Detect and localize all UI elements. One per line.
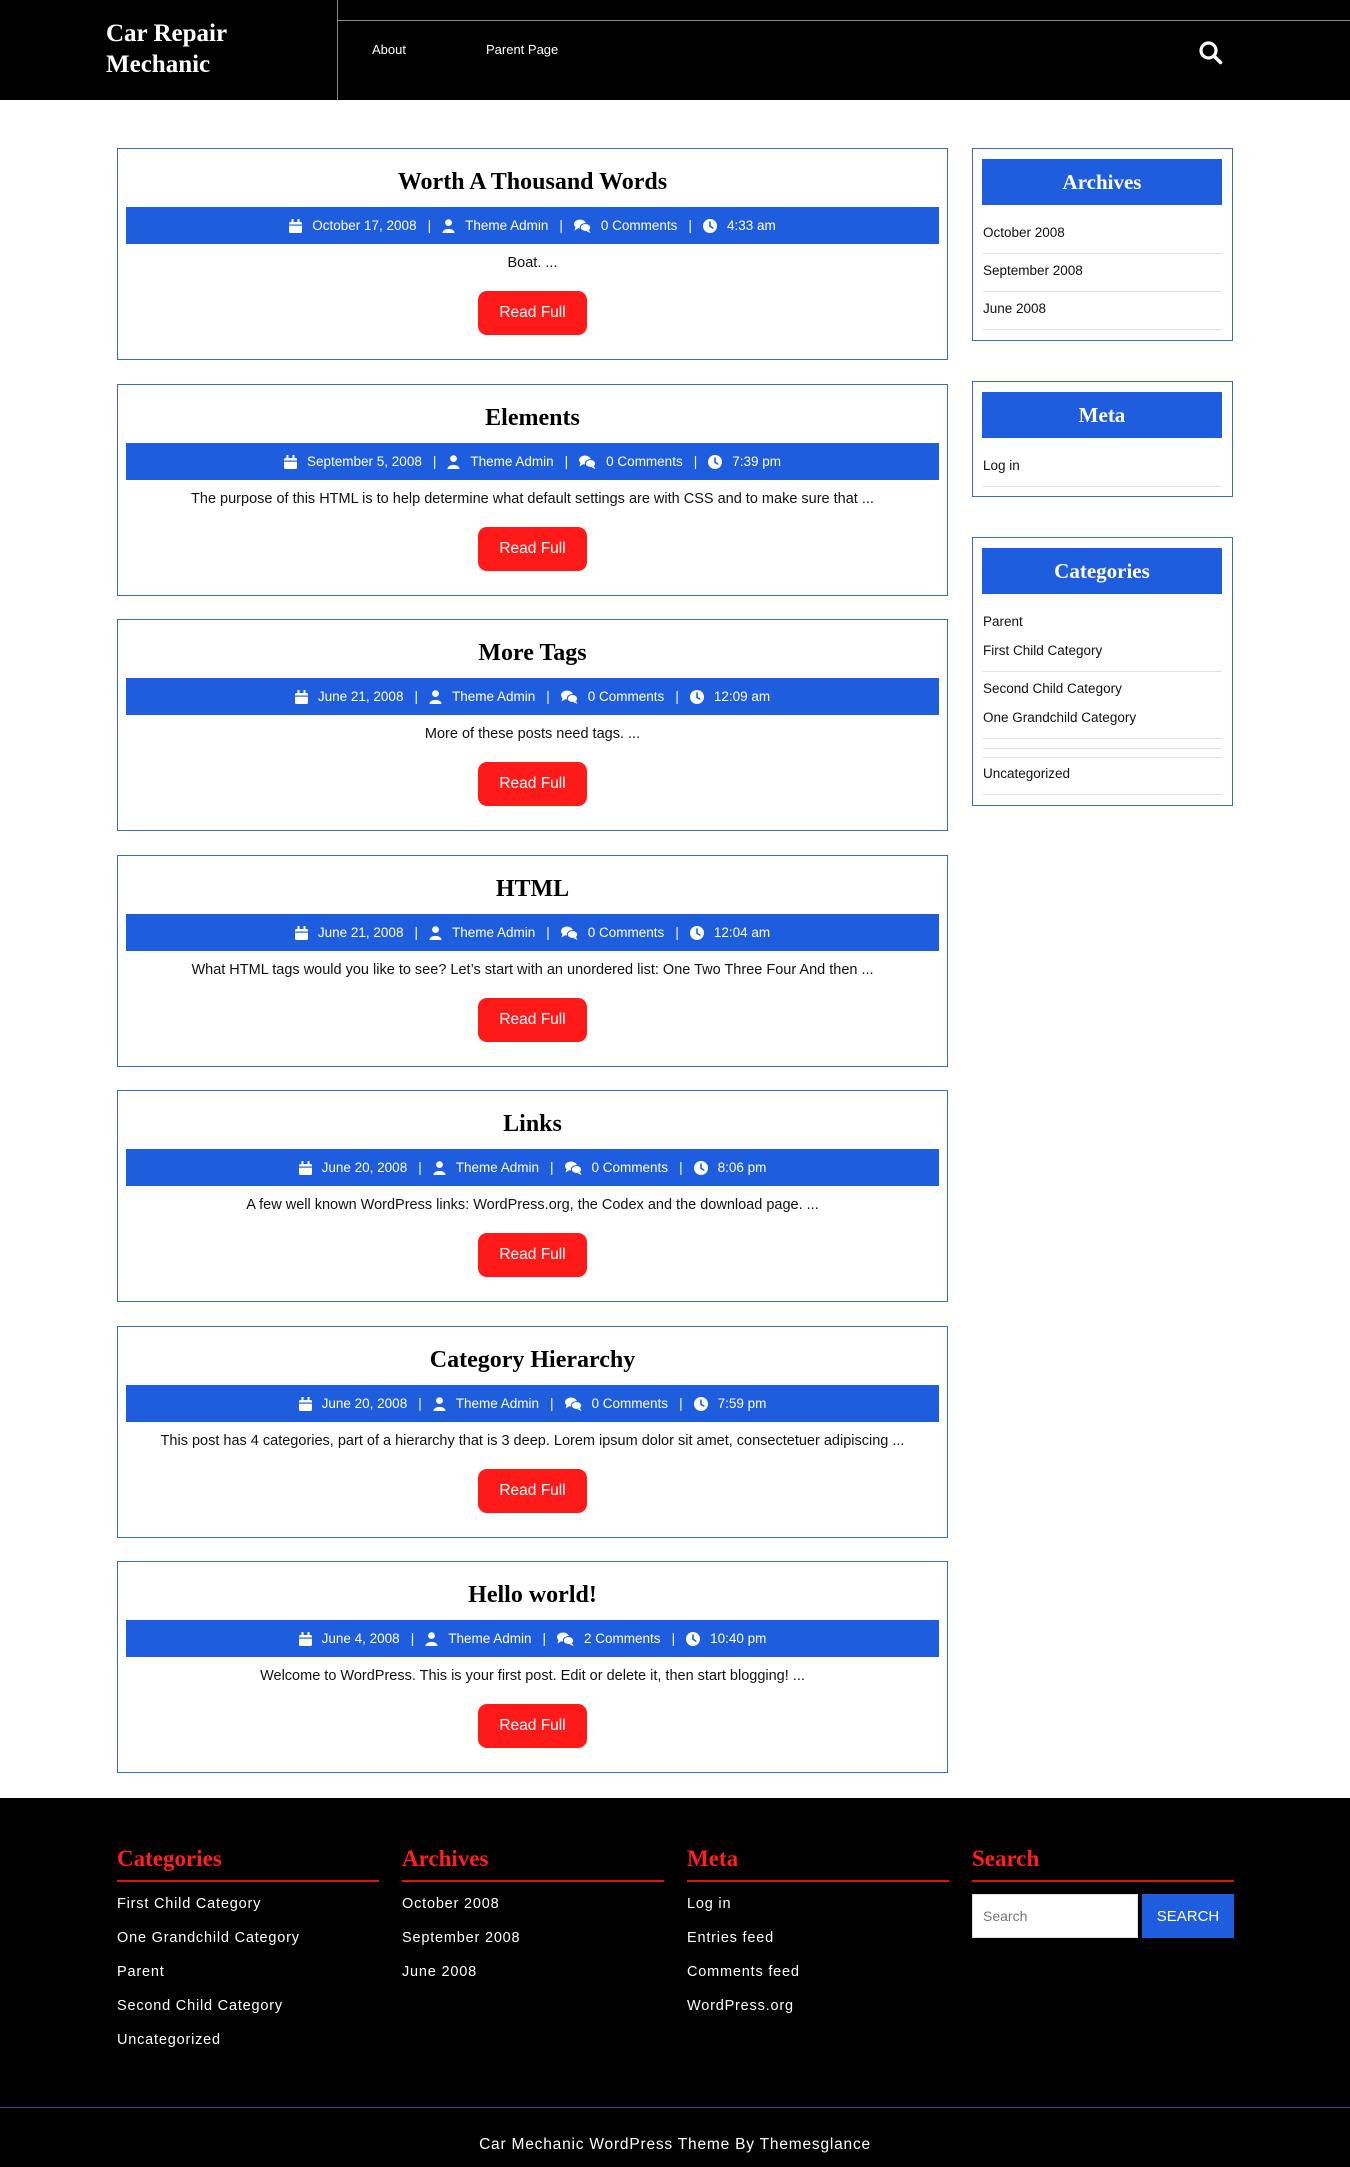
post-author[interactable]: Theme Admin — [425, 1631, 531, 1646]
post-author[interactable]: Theme Admin — [429, 925, 535, 940]
post-date[interactable]: June 20, 2008 — [299, 1160, 408, 1175]
meta-separator: | — [418, 1160, 422, 1175]
post-card — [117, 148, 948, 360]
post-card — [117, 855, 948, 1067]
post-time: 10:40 pm — [686, 1631, 766, 1646]
read-full-button[interactable]: Read Full — [478, 998, 587, 1042]
calendar-icon — [299, 1161, 312, 1175]
copyright-text[interactable]: Car Mechanic WordPress Theme By Themesglance — [479, 2136, 871, 2153]
post-date[interactable]: June 21, 2008 — [295, 925, 404, 940]
post-title[interactable]: HTML — [495, 876, 570, 902]
post-card — [117, 384, 948, 596]
post-comments[interactable]: 2 Comments — [557, 1631, 661, 1646]
footer-divider — [0, 2107, 1350, 2108]
post-date[interactable]: June 20, 2008 — [299, 1396, 408, 1411]
divider — [983, 291, 1222, 292]
user-icon — [433, 1161, 446, 1175]
post-time: 4:33 am — [703, 218, 776, 233]
category-link[interactable]: One Grandchild Category — [983, 710, 1137, 725]
calendar-icon — [299, 1397, 312, 1411]
calendar-icon — [289, 219, 302, 233]
post-date[interactable]: June 21, 2008 — [295, 689, 404, 704]
categories-widget — [972, 537, 1233, 806]
footer-link[interactable]: Parent — [117, 1964, 165, 1980]
meta-widget — [972, 381, 1233, 497]
meta-separator: | — [546, 689, 550, 704]
main-nav — [372, 42, 638, 57]
meta-separator: | — [671, 1631, 676, 1646]
post-title[interactable]: Elements — [485, 405, 580, 431]
widget-title: Categories — [982, 548, 1222, 594]
post-comments[interactable]: 0 Comments — [565, 1396, 669, 1411]
nav-item-about[interactable]: About — [372, 42, 406, 57]
post-author[interactable]: Theme Admin — [447, 454, 553, 469]
post-comments[interactable]: 0 Comments — [579, 454, 683, 469]
read-full-button[interactable]: Read Full — [478, 1704, 587, 1748]
footer-meta — [687, 1846, 949, 2015]
header-divider — [338, 20, 1350, 21]
post-excerpt: Welcome to WordPress. This is your first post. Edit or delete it, then start blogging! ... — [260, 1668, 805, 1684]
meta-separator: | — [414, 925, 418, 940]
post-time: 12:04 am — [690, 925, 770, 940]
meta-separator: | — [418, 1396, 422, 1411]
user-icon — [447, 455, 460, 469]
post-comments[interactable]: 0 Comments — [565, 1160, 669, 1175]
post-card — [117, 1326, 948, 1538]
site-title[interactable]: Car Repair Mechanic — [106, 20, 227, 78]
meta-separator: | — [410, 1631, 415, 1646]
archive-link[interactable]: September 2008 — [983, 263, 1083, 278]
comments-icon — [565, 1397, 582, 1411]
meta-separator: | — [432, 454, 437, 469]
post-date[interactable]: June 4, 2008 — [299, 1631, 400, 1646]
post-comments[interactable]: 0 Comments — [561, 689, 665, 704]
divider — [983, 738, 1222, 739]
post-comments[interactable]: 0 Comments — [574, 218, 678, 233]
post-excerpt: This post has 4 categories, part of a hierarchy that is 3 deep. Lorem ipsum dolor sit amet, consectetuer adipiscing ... — [160, 1433, 905, 1449]
footer-link[interactable]: September 2008 — [402, 1930, 521, 1946]
clock-icon — [703, 219, 717, 233]
calendar-icon — [284, 455, 297, 469]
divider — [983, 757, 1222, 758]
category-link[interactable]: First Child Category — [983, 643, 1103, 658]
comments-icon — [557, 1632, 574, 1646]
clock-icon — [694, 1397, 708, 1411]
post-title[interactable]: Links — [503, 1111, 562, 1137]
post-author[interactable]: Theme Admin — [433, 1396, 539, 1411]
post-title[interactable]: Category Hierarchy — [429, 1347, 636, 1373]
calendar-icon — [295, 926, 308, 940]
post-meta-bar — [126, 207, 939, 244]
comments-icon — [565, 1161, 582, 1175]
meta-separator: | — [414, 689, 418, 704]
post-card — [117, 1561, 948, 1773]
post-author[interactable]: Theme Admin — [442, 218, 548, 233]
footer-link[interactable]: October 2008 — [402, 1896, 500, 1912]
post-meta-bar — [126, 443, 939, 480]
site-footer — [0, 1798, 1350, 2167]
clock-icon — [690, 690, 704, 704]
meta-separator: | — [559, 218, 563, 233]
post-meta-bar — [126, 678, 939, 715]
category-link[interactable]: Parent — [983, 614, 1023, 629]
footer-link[interactable]: First Child Category — [117, 1896, 262, 1912]
post-excerpt: What HTML tags would you like to see? Let’s start with an unordered list: One Two Three Four And then ... — [191, 962, 874, 978]
post-time: 7:59 pm — [694, 1396, 767, 1411]
post-title[interactable]: More Tags — [478, 640, 587, 666]
footer-categories — [117, 1846, 379, 2049]
read-full-button[interactable]: Read Full — [478, 762, 587, 806]
divider — [983, 486, 1222, 487]
user-icon — [425, 1632, 438, 1646]
footer-link[interactable]: One Grandchild Category — [117, 1930, 300, 1946]
search-icon[interactable] — [1198, 40, 1224, 66]
clock-icon — [686, 1632, 700, 1646]
divider — [983, 671, 1222, 672]
meta-separator: | — [693, 454, 698, 469]
meta-separator: | — [550, 1396, 554, 1411]
footer-heading: Search — [972, 1846, 1234, 1882]
footer-link[interactable]: Second Child Category — [117, 1998, 283, 2014]
meta-separator: | — [550, 1160, 554, 1175]
widget-title: Meta — [982, 392, 1222, 438]
brand-area — [0, 0, 338, 100]
post-excerpt: Boat. ... — [507, 255, 558, 271]
meta-separator: | — [427, 218, 432, 233]
post-meta-bar — [126, 1149, 939, 1186]
post-time: 7:39 pm — [708, 454, 781, 469]
user-icon — [429, 690, 442, 704]
meta-separator: | — [675, 689, 679, 704]
clock-icon — [690, 926, 704, 940]
footer-link[interactable]: Uncategorized — [117, 2032, 221, 2048]
clock-icon — [708, 455, 722, 469]
meta-separator: | — [675, 925, 679, 940]
nav-item-parent-page[interactable]: Parent Page — [485, 42, 559, 57]
read-full-button[interactable]: Read Full — [478, 1469, 587, 1513]
post-date[interactable]: September 5, 2008 — [284, 454, 422, 469]
footer-archives — [402, 1846, 664, 1981]
read-full-button[interactable]: Read Full — [478, 291, 587, 335]
archive-link[interactable]: June 2008 — [983, 301, 1047, 316]
footer-link[interactable]: Entries feed — [687, 1930, 774, 1946]
post-author[interactable]: Theme Admin — [433, 1160, 539, 1175]
comments-icon — [574, 219, 591, 233]
calendar-icon — [299, 1632, 312, 1646]
comments-icon — [579, 455, 596, 469]
archives-widget — [972, 148, 1233, 341]
meta-link[interactable]: Log in — [983, 458, 1020, 473]
post-meta-bar — [126, 1385, 939, 1422]
post-time: 8:06 pm — [694, 1160, 767, 1175]
post-title[interactable]: Hello world! — [468, 1582, 597, 1608]
read-full-button[interactable]: Read Full — [478, 1233, 587, 1277]
post-time: 12:09 am — [690, 689, 770, 704]
post-meta-bar — [126, 914, 939, 951]
post-excerpt: A few well known WordPress links: WordPress.org, the Codex and the download page. ... — [246, 1197, 819, 1213]
meta-separator: | — [564, 454, 569, 469]
clock-icon — [694, 1161, 708, 1175]
search-input[interactable]: Search — [972, 1894, 1138, 1938]
comments-icon — [561, 926, 578, 940]
post-title[interactable]: Worth A Thousand Words — [397, 169, 668, 195]
footer-link[interactable]: WordPress.org — [687, 1998, 794, 2014]
site-header — [0, 0, 1350, 100]
footer-link[interactable]: Log in — [687, 1896, 732, 1912]
meta-separator: | — [679, 1396, 683, 1411]
footer-heading: Archives — [402, 1846, 664, 1882]
post-excerpt: The purpose of this HTML is to help determine what default settings are with CSS and to make sure that ... — [191, 491, 874, 507]
divider — [983, 329, 1222, 330]
search-submit-button[interactable]: SEARCH — [1142, 1894, 1234, 1938]
archive-link[interactable]: October 2008 — [983, 225, 1065, 240]
divider — [983, 253, 1222, 254]
user-icon — [433, 1397, 446, 1411]
footer-heading: Meta — [687, 1846, 949, 1882]
meta-separator: | — [546, 925, 550, 940]
post-card — [117, 1090, 948, 1302]
meta-separator: | — [679, 1160, 683, 1175]
footer-search — [972, 1846, 1234, 1946]
post-comments[interactable]: 0 Comments — [561, 925, 665, 940]
post-author[interactable]: Theme Admin — [429, 689, 535, 704]
widget-title: Archives — [982, 159, 1222, 205]
calendar-icon — [295, 690, 308, 704]
comments-icon — [561, 690, 578, 704]
read-full-button[interactable]: Read Full — [478, 527, 587, 571]
post-card — [117, 619, 948, 831]
post-meta-bar — [126, 1620, 939, 1657]
divider — [983, 748, 1222, 749]
post-date[interactable]: October 17, 2008 — [289, 218, 416, 233]
category-link[interactable]: Uncategorized — [983, 766, 1071, 781]
footer-heading: Categories — [117, 1846, 379, 1882]
user-icon — [429, 926, 442, 940]
meta-separator: | — [688, 218, 692, 233]
divider — [983, 794, 1222, 795]
footer-link[interactable]: June 2008 — [402, 1964, 477, 1980]
footer-link[interactable]: Comments feed — [687, 1964, 800, 1980]
post-excerpt: More of these posts need tags. ... — [424, 726, 641, 742]
meta-separator: | — [542, 1631, 547, 1646]
category-link[interactable]: Second Child Category — [983, 681, 1122, 696]
user-icon — [442, 219, 455, 233]
